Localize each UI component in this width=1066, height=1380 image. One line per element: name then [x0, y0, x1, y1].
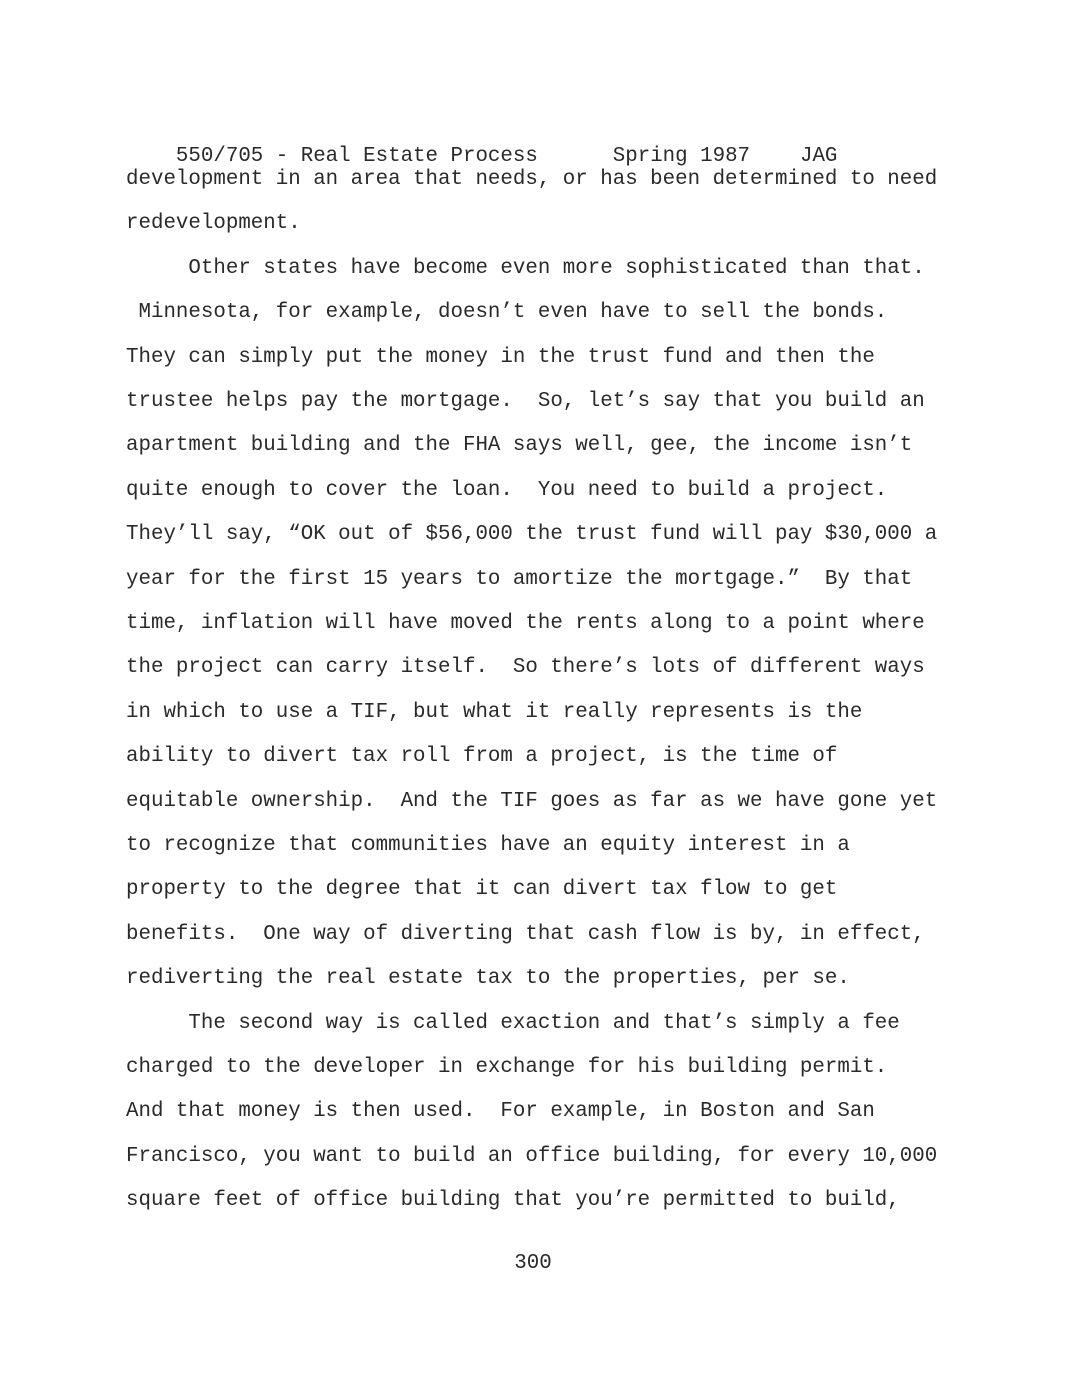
text-line: to recognize that communities have an equity interest in a — [126, 834, 850, 857]
text-line: Other states have become even more sophisticated than that. — [126, 256, 925, 280]
text-line: benefits. One way of diverting that cash flow is by, in effect, — [126, 922, 925, 946]
text-line: property to the degree that it can divert tax flow to get — [126, 878, 838, 902]
header-course: 550/705 - Real Estate Process — [175, 144, 538, 168]
text-line: equitable ownership. And the TIF goes as far as we have gone yet — [126, 789, 938, 813]
text-line: apartment building and the FHA says well, gee, the income isn’t — [126, 434, 913, 458]
text-line: time, inflation will have moved the rents along to a point where — [126, 612, 925, 635]
header-term: Spring 1987 — [612, 144, 751, 168]
text-line: Francisco, you want to build an office building, for every 10,000 — [126, 1144, 938, 1168]
text-line: Minnesota, for example, doesn’t even have to sell the bonds. — [126, 301, 888, 325]
text-line: year for the first 15 years to amortize the mortgage.” By that — [126, 567, 913, 591]
text-line: rediverting the real estate tax to the properties, per se. — [126, 967, 850, 991]
text-line: They’ll say, “OK out of $56,000 the trust fund will pay $30,000 a — [126, 523, 938, 547]
text-line: And that money is then used. For example, in Boston and San — [126, 1100, 875, 1124]
text-line: They can simply put the money in the trust fund and then the — [126, 345, 875, 369]
text-line: The second way is called exaction and that’s simply a fee — [126, 1011, 900, 1035]
header-initials: JAG — [799, 144, 838, 168]
text-line: square feet of office building that you’re permitted to build, — [126, 1189, 900, 1213]
text-line: development in an area that needs, or has been determined to need — [126, 168, 938, 191]
text-line: charged to the developer in exchange for his building permit. — [126, 1056, 888, 1079]
page-number: 300 — [514, 1252, 552, 1275]
text-line: in which to use a TIF, but what it really represents is the — [126, 700, 863, 724]
text-line: the project can carry itself. So there’s lots of different ways — [126, 656, 925, 680]
text-line: redevelopment. — [126, 212, 301, 236]
text-line: trustee helps pay the mortgage. So, let’s say that you build an — [126, 390, 925, 413]
text-line: ability to divert tax roll from a project, is the time of — [126, 745, 838, 769]
text-line: quite enough to cover the loan. You need to build a project. — [126, 478, 888, 502]
